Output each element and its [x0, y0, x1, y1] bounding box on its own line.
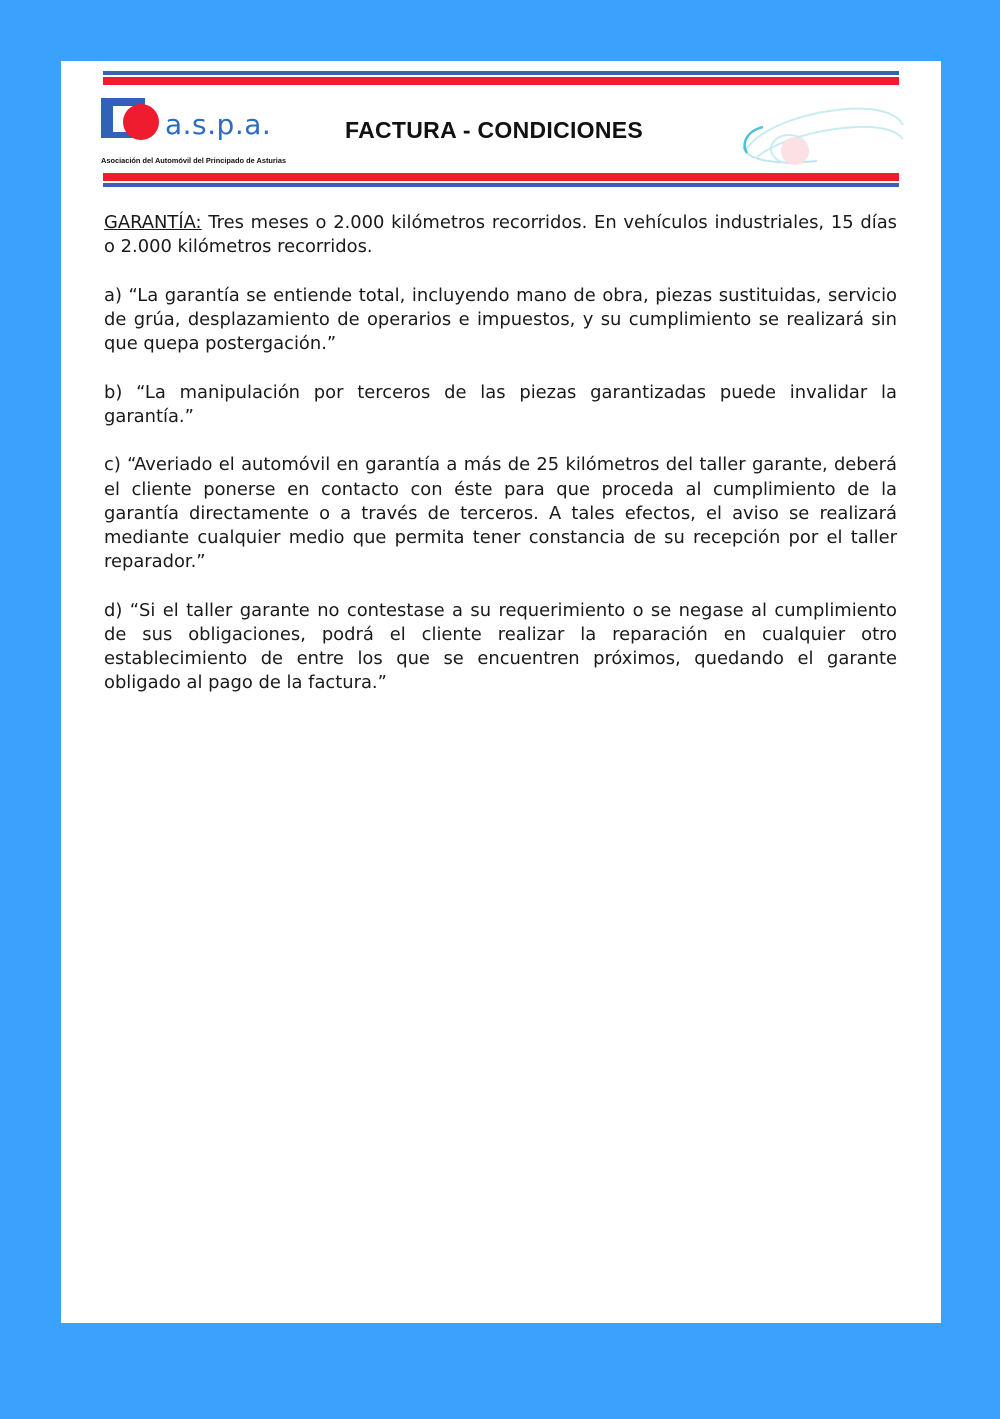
- garantia-text: Tres meses o 2.000 kilómetros recorridos. En vehículos industriales, 15 días o 2.000 kilómetros recorridos.: [104, 212, 897, 258]
- clause-c: c) “Averiado el automóvil en garantía a más de 25 kilómetros del taller garante, deberá el cliente ponerse en contacto con éste para que proceda al cumplimiento de la garantía directamente o a través de terceros. A tales efectos, el aviso se realizará mediante cualquier medio que permita tener constancia de su recepción por el taller reparador.”: [104, 454, 897, 573]
- clause-a: a) “La garantía se entiende total, incluyendo mano de obra, piezas sustituidas, servicio de grúa, desplazamiento de operarios e impuestos, y su cumplimiento se realizará sin que quepa postergación.”: [104, 284, 897, 355]
- header-stripe-bottom-blue: [103, 183, 899, 187]
- header-stripe-top-blue: [103, 71, 899, 75]
- document-page: [61, 61, 941, 1323]
- logo-text: a.s.p.a.: [165, 108, 272, 141]
- clause-d: d) “Si el taller garante no contestase a su requerimiento o se negase al cumplimiento de sus obligaciones, podrá el cliente realizar la reparación en cualquier otro establecimiento de entre los que se encuentren próximos, quedando el garante obligado al pago de la factura.”: [104, 599, 897, 694]
- header-stripe-top-red: [103, 77, 899, 85]
- logo-subtitle: Asociación del Automóvil del Principado de Asturias: [101, 156, 287, 165]
- clause-b: b) “La manipulación por terceros de las piezas garantizadas puede invalidar la garantía.”: [104, 381, 897, 427]
- car-watermark-icon: [737, 91, 907, 175]
- garantia-paragraph: [104, 211, 897, 259]
- page-title: FACTURA - CONDICIONES: [345, 117, 644, 143]
- conditions-body: [104, 211, 897, 720]
- header-stripe-bottom-red: [103, 173, 899, 181]
- garantia-label: GARANTÍA:: [104, 212, 202, 233]
